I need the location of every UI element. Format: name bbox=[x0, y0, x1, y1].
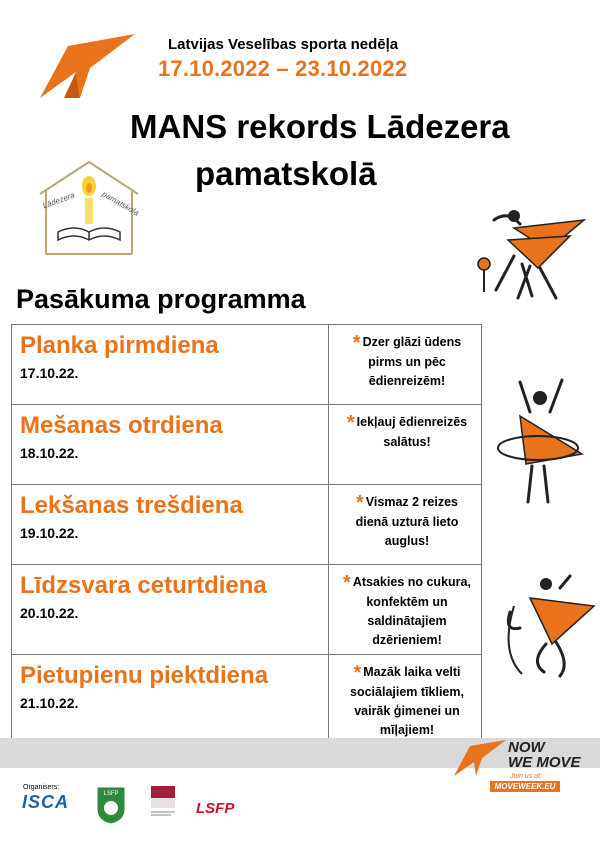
program-row bbox=[12, 655, 482, 745]
organisers-label: Organisers: bbox=[23, 784, 60, 791]
program-day-cell bbox=[12, 565, 329, 655]
day-date: 21.10.22. bbox=[20, 695, 79, 711]
program-row bbox=[12, 485, 482, 565]
day-date: 19.10.22. bbox=[20, 525, 79, 541]
star-icon: * bbox=[346, 412, 355, 434]
moveweek-url[interactable]: MOVEWEEK.EU bbox=[490, 781, 560, 792]
program-tip-cell bbox=[329, 565, 482, 655]
header-dates: 17.10.2022 – 23.10.2022 bbox=[158, 56, 408, 81]
school-logo-word-1: Lādezera bbox=[41, 190, 76, 211]
dancing-figure-illustration bbox=[500, 572, 600, 682]
school-logo-word-2: pamatskola bbox=[100, 189, 141, 218]
star-icon: * bbox=[343, 572, 351, 594]
day-date: 20.10.22. bbox=[20, 605, 79, 621]
program-tip-cell bbox=[329, 325, 482, 405]
day-name: Pietupienu piektdiena bbox=[20, 662, 269, 689]
program-table bbox=[11, 324, 482, 745]
health-tip: Vismaz 2 reizes dienā uzturā lieto auglus! bbox=[355, 495, 459, 548]
program-day-cell bbox=[12, 405, 329, 485]
program-row bbox=[12, 325, 482, 405]
header-week-title: Latvijas Veselības sporta nedēļa bbox=[168, 36, 399, 53]
star-icon: * bbox=[353, 662, 362, 684]
svg-text:LSFP: LSFP bbox=[103, 791, 119, 797]
day-name: Līdzsvara ceturtdiena bbox=[20, 572, 267, 599]
program-row bbox=[12, 405, 482, 485]
join-us-label: Join us at: bbox=[510, 773, 542, 780]
star-icon: * bbox=[356, 492, 364, 514]
program-tip-cell bbox=[329, 485, 482, 565]
star-icon: * bbox=[352, 332, 361, 354]
program-day-cell bbox=[12, 325, 329, 405]
we-move-word: WE MOVE bbox=[508, 754, 581, 771]
program-heading: Pasākuma programma bbox=[16, 284, 306, 314]
hula-hoop-figure-illustration bbox=[490, 378, 600, 506]
day-name: Planka pirmdiena bbox=[20, 332, 219, 359]
day-name: Mešanas otrdiena bbox=[20, 412, 223, 439]
health-tip: Atsakies no cukura, konfektēm un saldinātajiem dzērieniem! bbox=[352, 575, 471, 647]
lsfp-shield-logo-icon bbox=[95, 783, 127, 825]
title-line-1: MANS rekords Lādezera bbox=[130, 108, 510, 145]
program-day-cell bbox=[12, 655, 329, 745]
running-figures-illustration bbox=[470, 206, 600, 306]
day-date: 18.10.22. bbox=[20, 445, 79, 461]
health-tip: Dzer glāzi ūdens pirms un pēc ēdienreizēm! bbox=[362, 335, 462, 388]
now-we-move-arrow-icon bbox=[452, 738, 508, 778]
program-tip-cell bbox=[329, 405, 482, 485]
program-row bbox=[12, 565, 482, 655]
ministry-coat-of-arms-icon bbox=[147, 784, 179, 820]
program-day-cell bbox=[12, 485, 329, 565]
health-tip: Iekļauj ēdienreizēs salātus! bbox=[356, 415, 468, 449]
now-we-move-wordmark bbox=[508, 740, 581, 770]
lsfp-logo: LSFP bbox=[196, 800, 235, 817]
day-name: Lekšanas trešdiena bbox=[20, 492, 243, 519]
isca-logo: ISCA bbox=[22, 792, 70, 812]
move-arrow-logo bbox=[40, 32, 140, 100]
now-word: NOW bbox=[508, 739, 545, 756]
health-tip: Mazāk laika velti sociālajiem tīkliem, vairāk ģimenei un mīļajiem! bbox=[350, 665, 464, 737]
title-line-2: pamatskolā bbox=[195, 155, 377, 192]
program-tip-cell bbox=[329, 655, 482, 745]
day-date: 17.10.22. bbox=[20, 365, 79, 381]
